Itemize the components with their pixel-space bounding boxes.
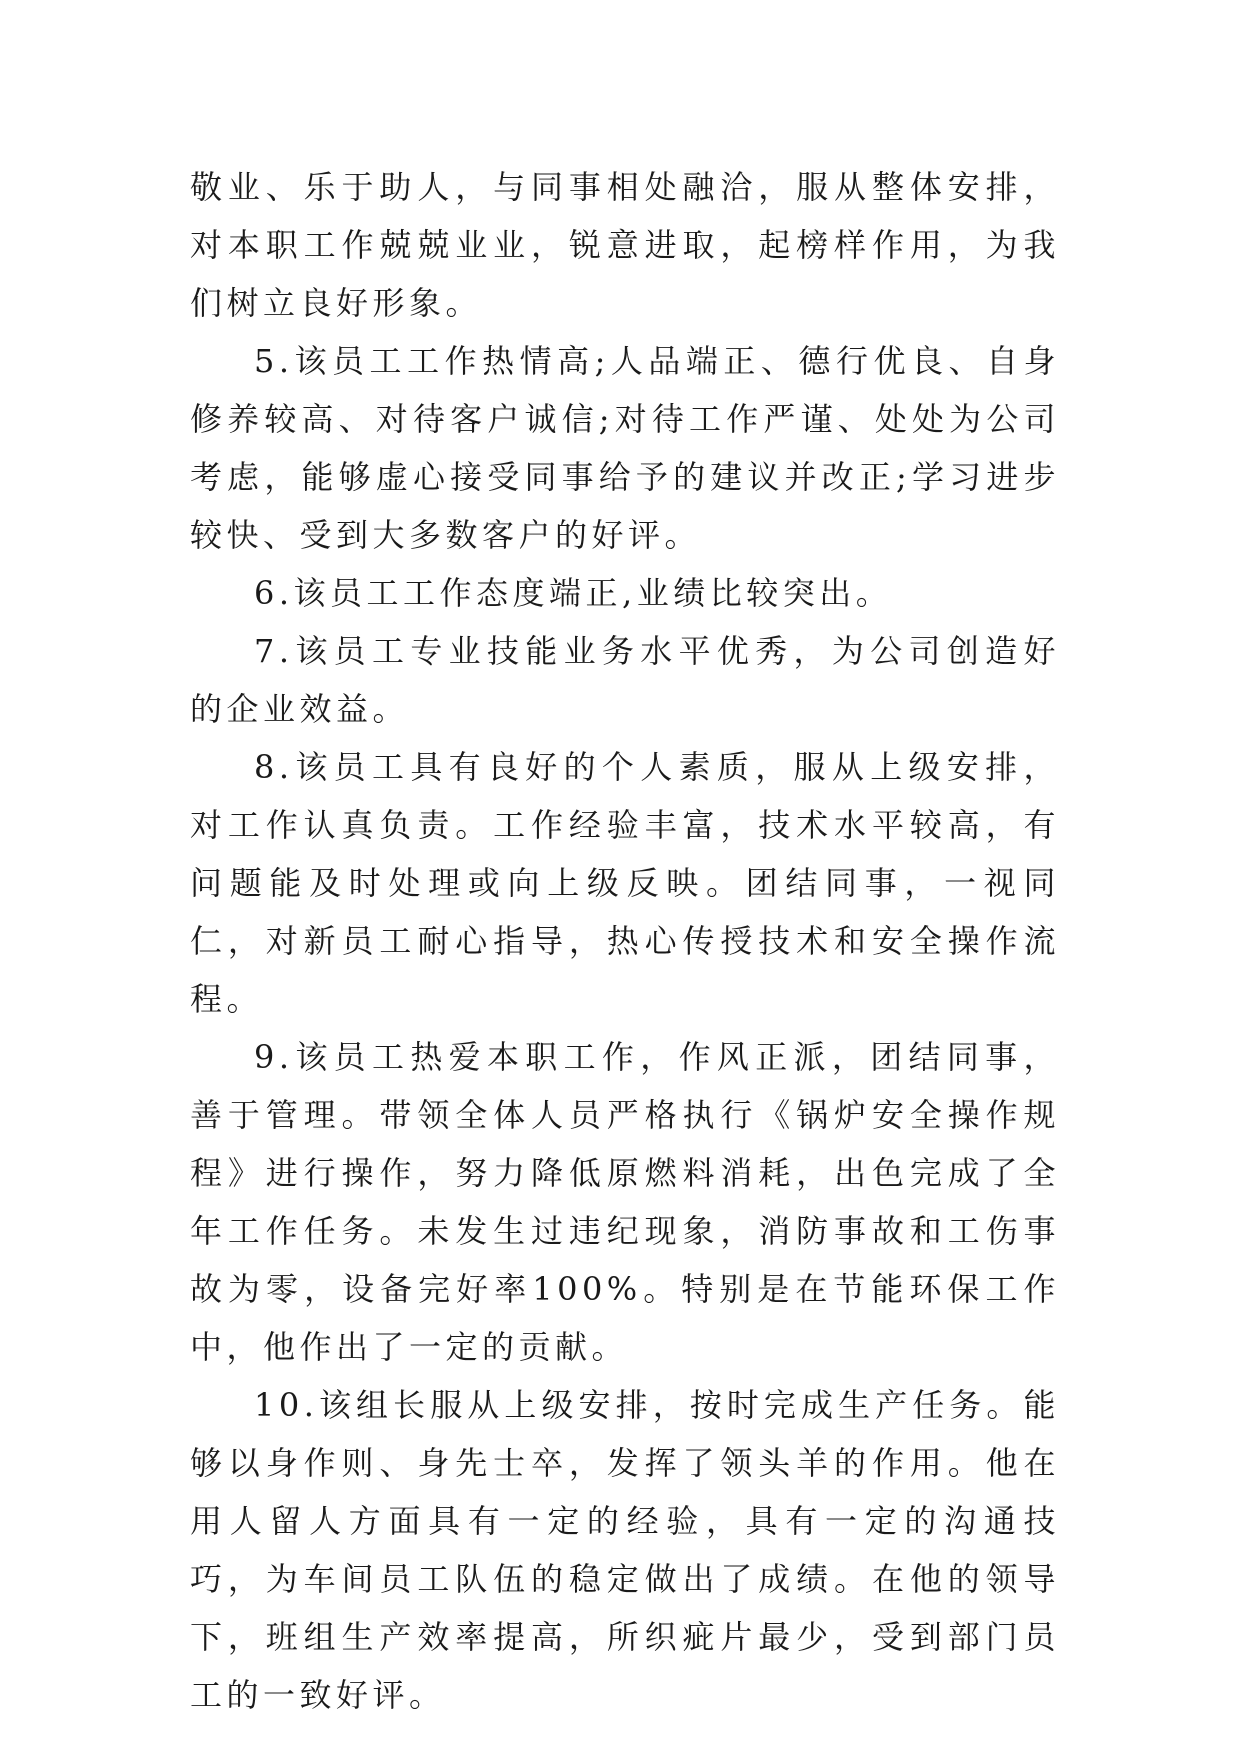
document-body xyxy=(190,158,1060,1724)
paragraph-continuation: 敬业、乐于助人，与同事相处融洽，服从整体安排，对本职工作兢兢业业，锐意进取，起榜样作用，为我们树立良好形象。 xyxy=(190,168,1060,322)
paragraph-item-10: 10.该组长服从上级安排，按时完成生产任务。能够以身作则、身先士卒，发挥了领头羊的作用。他在用人留人方面具有一定的经验，具有一定的沟通技巧，为车间员工队伍的稳定做出了成绩。在他的领导下，班组生产效率提高，所织疵片最少，受到部门员工的一致好评。 xyxy=(190,1386,1060,1714)
paragraph-item-6: 6.该员工工作态度端正,业绩比较突出。 xyxy=(254,574,893,612)
paragraph-item-7: 7.该员工专业技能业务水平优秀，为公司创造好的企业效益。 xyxy=(190,632,1060,728)
paragraph-item-8: 8.该员工具有良好的个人素质，服从上级安排，对工作认真负责。工作经验丰富，技术水平较高，有问题能及时处理或向上级反映。团结同事，一视同仁，对新员工耐心指导，热心传授技术和安全操作流程。 xyxy=(190,748,1060,1018)
paragraph-item-5: 5.该员工工作热情高;人品端正、德行优良、自身修养较高、对待客户诚信;对待工作严谨、处处为公司考虑，能够虚心接受同事给予的建议并改正;学习进步较快、受到大多数客户的好评。 xyxy=(190,342,1060,554)
paragraph-item-9: 9.该员工热爱本职工作，作风正派，团结同事，善于管理。带领全体人员严格执行《锅炉安全操作规程》进行操作，努力降低原燃料消耗，出色完成了全年工作任务。未发生过违纪现象，消防事故和工伤事故为零，设备完好率100%。特别是在节能环保工作中，他作出了一定的贡献。 xyxy=(190,1038,1060,1366)
